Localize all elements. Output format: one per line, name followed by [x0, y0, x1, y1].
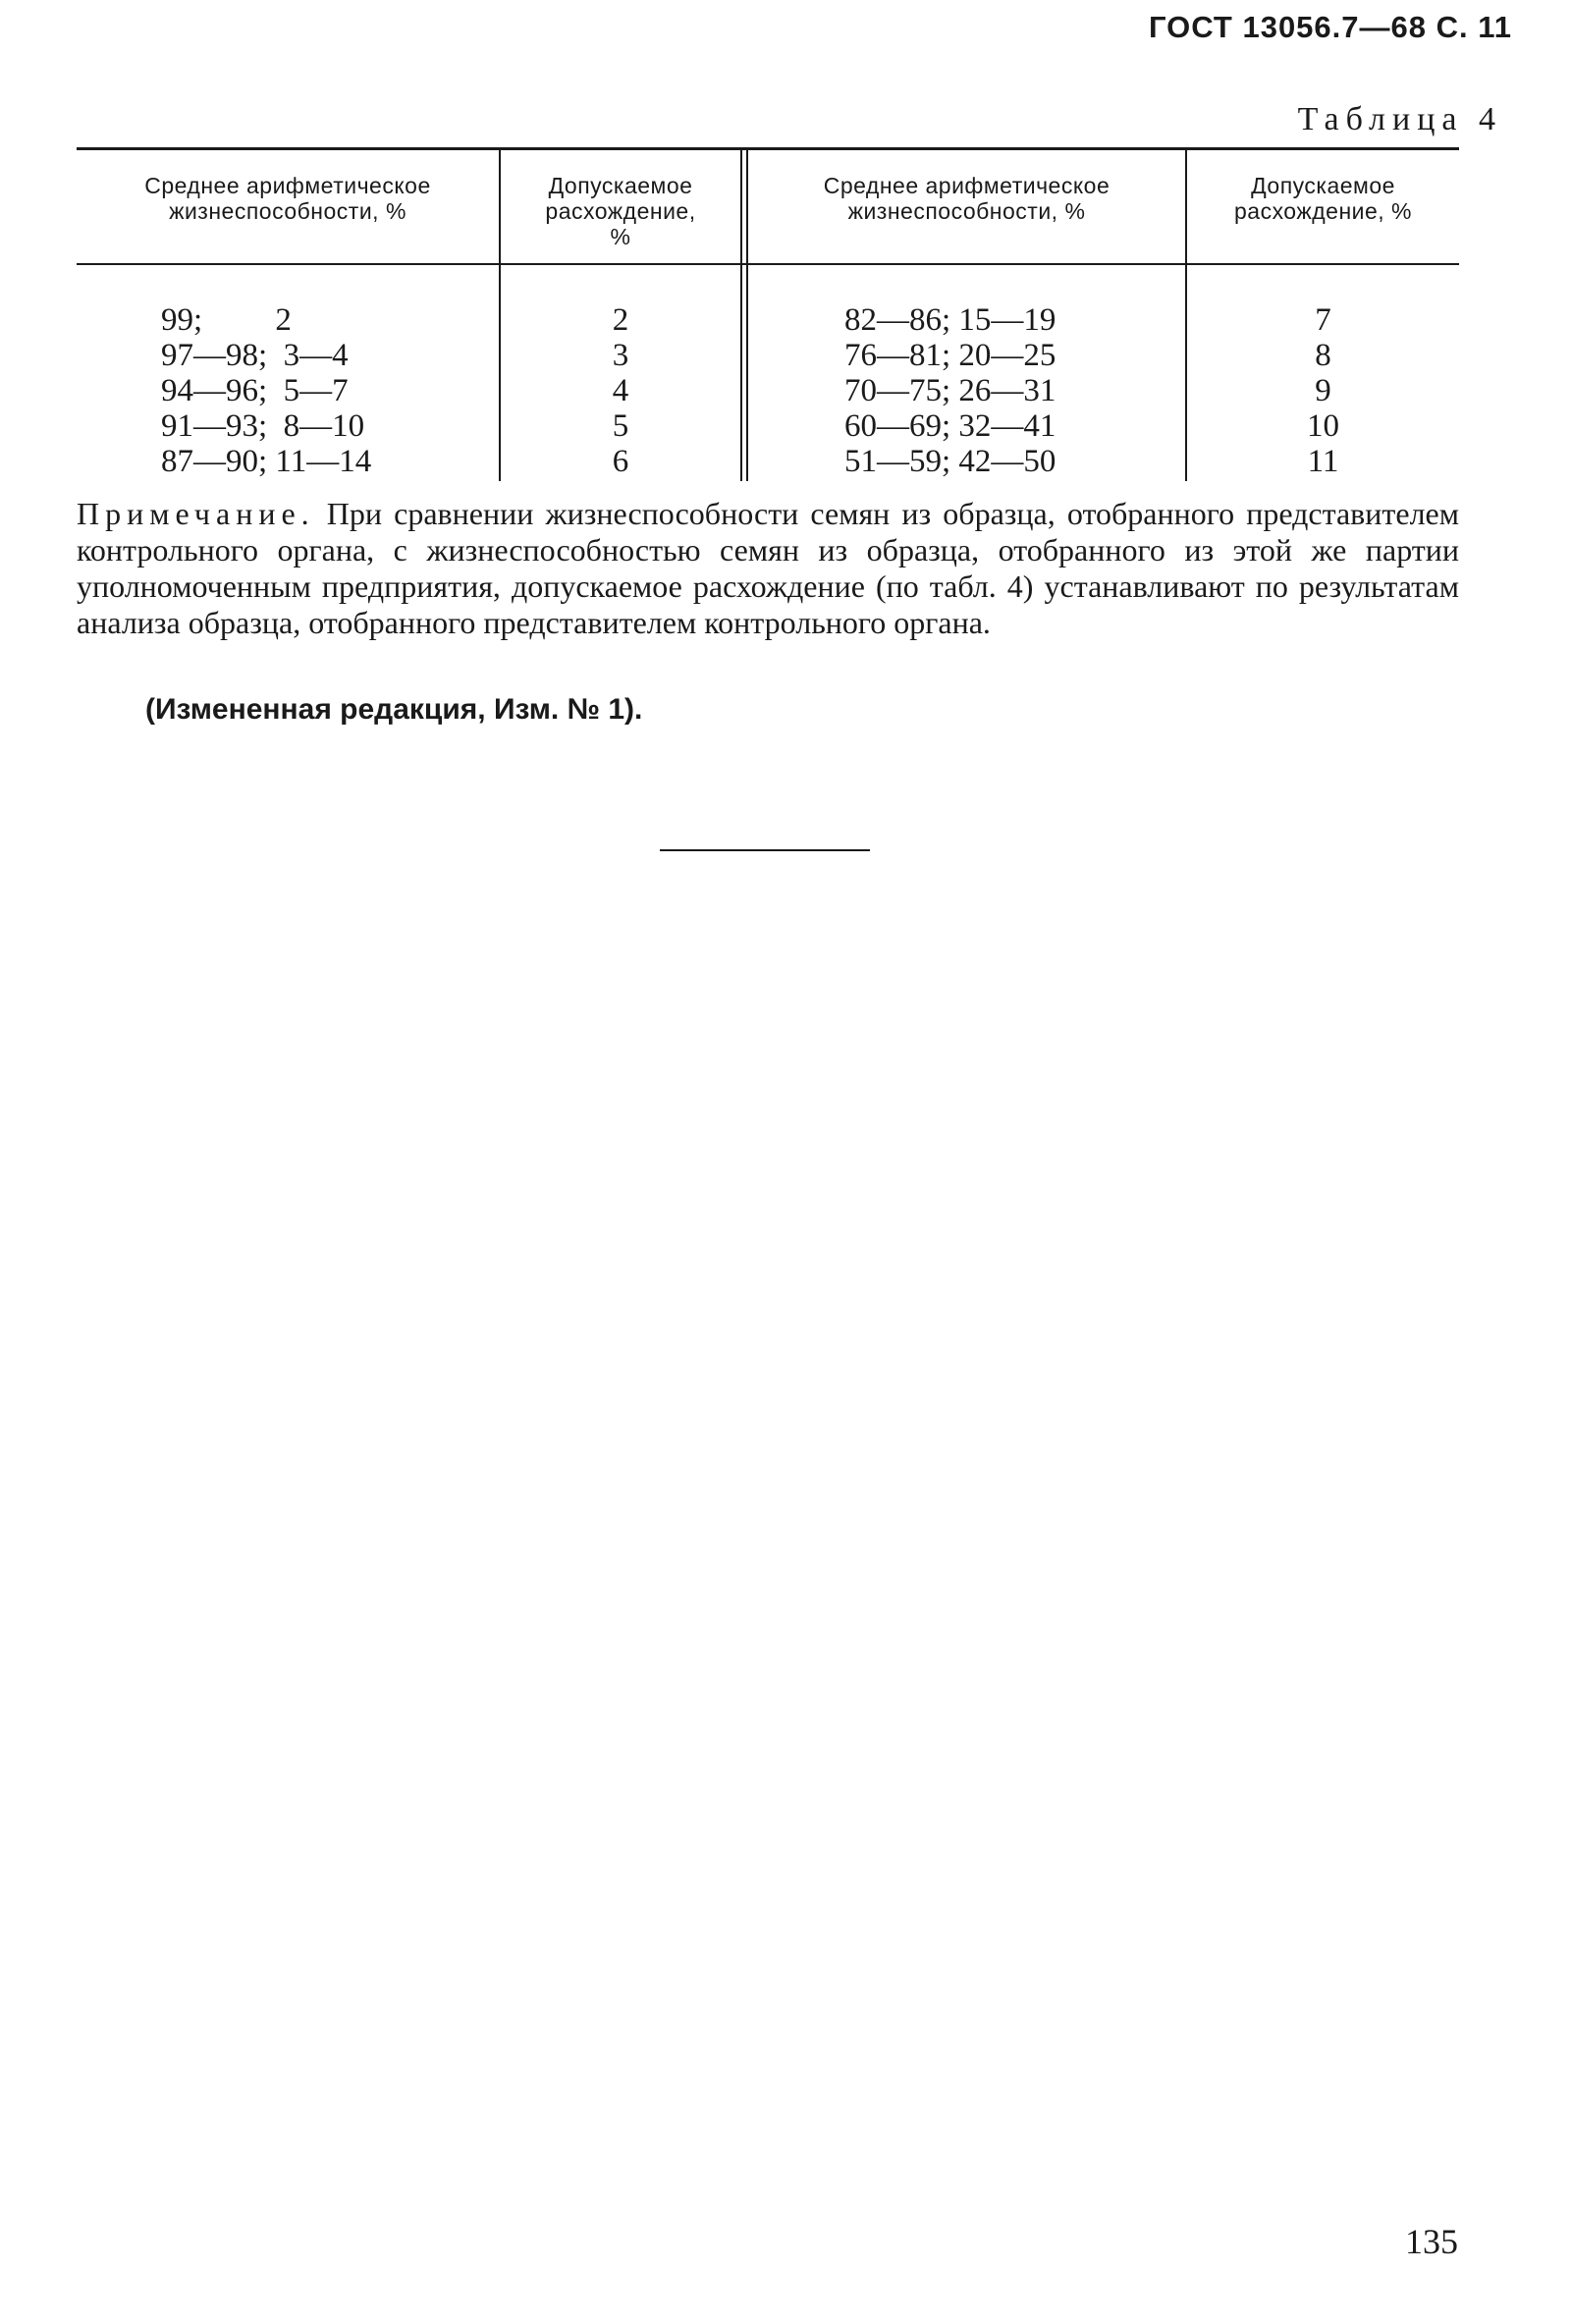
note-label: Примечание.	[77, 496, 315, 531]
table-label: Таблица 4	[1297, 101, 1502, 137]
table-cell: 70—75; 26—31	[844, 373, 1056, 408]
table-cell: 4	[612, 373, 629, 408]
right-viability-column	[844, 302, 1159, 479]
table-cell: 51—59; 42—50	[844, 444, 1056, 479]
note-text: При сравнении жизнеспособности семян из образца, отобранного представителем контрольного органа, с жизнеспособностью семян из образца, отобранного из этой же партии уполномоченным предприятия, допускаемое расхождение (по табл. 4) устанавливают по результатам анализа образца, отобранного представителем контрольного органа.	[77, 496, 1460, 640]
table-cell: 6	[612, 444, 629, 479]
table-cell: 9	[1315, 373, 1331, 408]
table-cell: 8	[1315, 338, 1331, 373]
header-tolerance-right: Допускаемое расхождение, %	[1233, 173, 1413, 224]
header-mean-viability-left: Среднее арифметическое жизнеспособности, %	[144, 173, 431, 224]
header-mean-viability-right: Среднее арифметическое жизнеспособности, %	[823, 173, 1111, 224]
table-cell: 99; 2	[161, 302, 292, 338]
table-cell: 5	[612, 408, 629, 444]
column-divider-double	[740, 147, 748, 481]
left-tolerance-column	[501, 302, 740, 479]
section-separator	[660, 849, 870, 851]
table-cell: 97—98; 3—4	[161, 338, 349, 373]
tolerance-table	[77, 147, 1459, 481]
table-cell: 82—86; 15—19	[844, 302, 1056, 338]
page-number: 135	[1405, 2222, 1458, 2261]
table-cell: 87—90; 11—14	[161, 444, 372, 479]
table-cell: 60—69; 32—41	[844, 408, 1056, 444]
table-cell: 10	[1307, 408, 1339, 444]
header-tolerance-left: Допускаемое расхождение, %	[545, 173, 696, 249]
table-top-rule	[77, 147, 1459, 150]
amendment-remark: (Измененная редакция, Изм. № 1).	[145, 693, 643, 726]
right-tolerance-column	[1187, 302, 1459, 479]
table-cell: 91—93; 8—10	[161, 408, 365, 444]
document-code: ГОСТ 13056.7—68 С. 11	[1149, 10, 1512, 44]
table-cell: 3	[612, 338, 629, 373]
left-viability-column	[161, 302, 475, 479]
table-note	[77, 496, 1459, 641]
table-cell: 2	[612, 302, 629, 338]
table-cell: 76—81; 20—25	[844, 338, 1056, 373]
table-cell: 11	[1307, 444, 1339, 479]
table-cell: 7	[1315, 302, 1331, 338]
table-header-rule	[77, 263, 1459, 265]
table-cell: 94—96; 5—7	[161, 373, 349, 408]
